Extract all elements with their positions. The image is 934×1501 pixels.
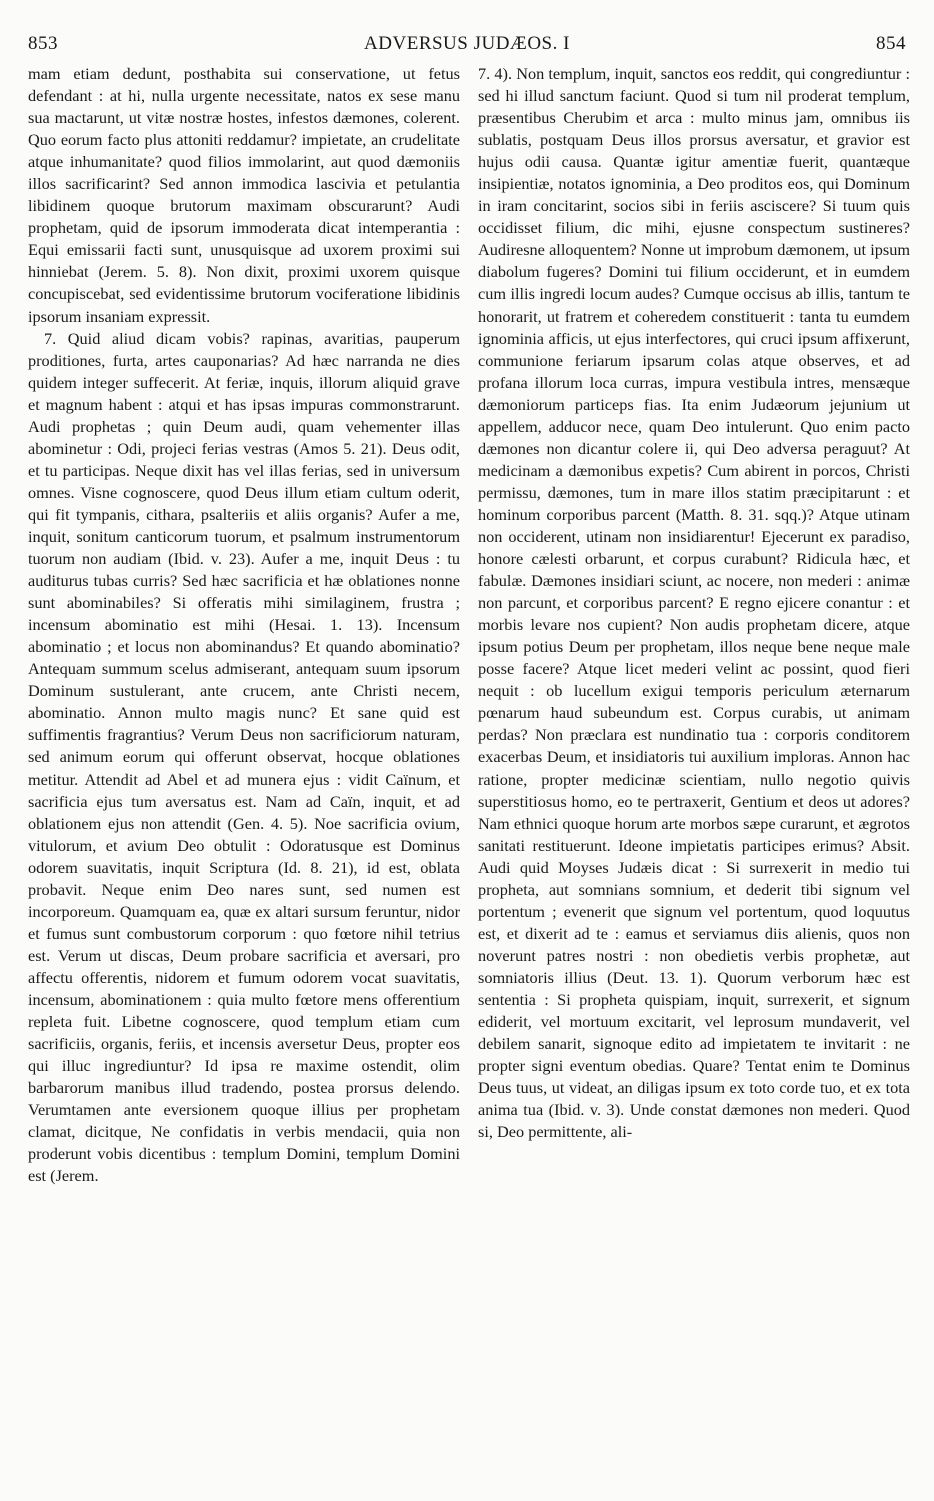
paragraph: mam etiam dedunt, posthabita sui conservatione, ut fetus defendant : at hi, nulla urgente necessitate, natos ex sese manu sua mactarunt, ut vitæ nostræ hostes, infestos dæmones, colerent. Quo eorum facto plus attoniti reddamur? impietate, an crudelitate atque inhumanitate? quod filios immolarint, aut quod dæmoniis illos sacrificarint? Sed annon immodica lascivia et petulantia libidinem quoque brutorum maximam obscurarunt? Audi prophetam, quid de ipsorum immoderata dicat intemperantia : Equi emissarii facti sunt, unusquisque ad uxorem proximi sui hinniebat (Jerem. 5. 8). Non dixit, proximi uxorem quisque concupiscebat, sed evidentissime brutorum vociferatione libidinis ipsorum insaniam expressit. <box>28 64 460 326</box>
left-column-number: 853 <box>28 33 58 54</box>
paragraph: 7. Quid aliud dicam vobis? rapinas, avaritias, pauperum proditiones, furta, artes cauponarias? Ad hæc narranda ne dies quidem integer suffecerit. At feriæ, inquis, illorum aliquid grave et magnum habent : atqui et has ipsas impuras commonstrarunt. Audi prophetas ; quin Deum audi, quam vehementer illas abominetur : Odi, projeci ferias vestras (Amos 5. 21). Deus odit, et tu participas. Neque dixit has vel illas ferias, sed in universum omnes. Visne cognoscere, quod Deus illum etiam cultum oderit, qui fit tympanis, cithara, psalteriis et aliis organis? Aufer a me, inquit, sonitum canticorum tuorum, et psalmum instrumentorum tuorum non audiam (Ibid. v. 23). Aufer a me, inquit Deus : tu auditurus tubas curris? Sed hæc sacrificia et hæ oblationes nonne sunt abominabiles? Si offeratis mihi similaginem, frustra ; incensum abominatio est mihi (Hesai. 1. 13). Incensum abominatio ; et locus non abominandus? Et quando abominatio? Antequam summum scelus admiserant, antequam suum ipsorum Dominum sustulerant, ante crucem, ante Christi necem, abominatio. Annon multo magis nunc? Et sane quid est suffimentis fragrantius? Verum Deus non sacrificiorum naturam, sed animum eorum qui offerunt observat, hocque oblationes metitur. Attendit ad Abel et ad munera ejus : vidit Caïnum, et sacrificia ejus tum aversatus est. Nam ad Caïn, inquit, et ad oblationem ejus non attendit (Gen. 4. 5). Noe sacrificia ovium, vitulorum, et avium Deo obtulit : Odoratusque est Dominus odorem suavitatis, inquit Scriptura (Id. 8. 21), id est, oblata probavit. Neque enim Deo nares sunt, sed numen est incorporeum. Quamquam ea, quæ ex altari sursum feruntur, nidor et fumus sunt combustorum corporum : quo fœtore nihil tetrius est. Verum ut discas, Deum probare sacrificia et aversari, pro affectu offerentis, nidorem et fumum odorem vocat suavitatis, incensum, abominationem : quia multo fœtore mens offerentium repleta fuit. Libetne cognoscere, quod templum etiam cum sacrificiis, organis, feriis, et incensis aversetur Deus, propter eos qui illuc ingrediuntur? Id ipsa re maxime ostendit, olim barbarorum manibus illud tradendo, postea prorsus delendo. Verumtamen ante eversionem quoque illius per prophetam clamat, dicitque, Ne confidatis in verbis mendacii, quia non proderunt vobis dicentibus : templum Domini, templum Domini est (Jerem. <box>28 328 460 1186</box>
right-text-column <box>478 63 910 1143</box>
page-header <box>28 30 906 58</box>
right-column-number: 854 <box>876 33 906 54</box>
running-title: ADVERSUS JUDÆOS. I <box>364 33 570 54</box>
paragraph: 7. 4). Non templum, inquit, sanctos eos reddit, qui congrediuntur : sed hi illud sanctum faciunt. Quod si tum nil proderat templum, præsentibus Cherubim et arca : multo minus jam, omnibus iis sublatis, postquam Deus illos prorsus aversatur, et gravior est hujus odii causa. Quantæ igitur amentiæ fuerit, quantæque insipientiæ, notatos ignominia, a Deo proditos eos, qui Dominum in iram concitarint, socios sibi in feriis asciscere? Si tuum quis occidisset filium, dic mihi, ejusne conspectum sustineres? Audiresne alloquentem? Nonne ut improbum dæmonem, ut ipsum diabolum fugeres? Domini tui filium occiderunt, et in eumdem cum illis ingredi locum audes? Cumque occisus ab illis, tantum te honorarit, ut fratrem et coheredem constituerit : tanta tu eumdem ignominia afficis, ut ejus interfectores, qui cruci ipsum affixerunt, communione feriarum ipsarum colas atque observes, et ad profana illorum loca curras, impura vestibula intres, mensæque dæmoniorum particeps fias. Ita enim Judæorum jejunium ut appellem, adducor nece, quam Deo intulerunt. Quo enim pacto dæmones non dicantur colere ii, qui Deo adversa peraguut? At medicinam a dæmonibus expetis? Cum abirent in porcos, Christi permissu, dæmones, tum in mare illos statim præcipitarunt : et hominum corporibus parcent (Matth. 8. 31. sqq.)? Atque utinam non occiderent, utinam non insidiarentur! Ejecerunt ex paradiso, honore cælesti orbarunt, et corpus curabunt? Ridicula hæc, et fabulæ. Dæmones insidiari sciunt, ac nocere, non mederi : animæ non parcunt, et corporibus parcent? E regno ejicere conantur : et morbis levare nos cupient? Non audis prophetam dicere, atque ipsum potius Deum per prophetam, illos neque bene neque male posse facere? Atque licet mederi velint ac possint, quod fieri nequit : ob lucellum exigui temporis periculum æternarum pœnarum haud subeundum est. Corpus curabis, ut animam perdas? Non præclara est nundinatio tua : corporis conditorem exacerbas Deum, et insidiatoris tui auxilium imploras. Annon hac ratione, propter medicinæ scientiam, nullo negotio quivis superstitiosus homo, eo te pertraxerit, Gentium et deos ut adores? Nam ethnici quoque horum arte morbos sæpe curarunt, et ægrotos sanitati restituerunt. Ideone impietatis participes erimus? Absit. Audi quid Moyses Judæis dicat : Si surrexerit in medio tui propheta, aut somnians somnium, et dederit tibi signum vel portentum ; evenerit que signum vel portentum, quod loquutus est, et dixerit ad te : eamus et serviamus diis alienis, quos non noverunt patres nostri : non obedietis verbis prophetæ, aut somniatoris illius (Deut. 13. 1). Quorum verborum hæc est sententia : Si propheta quispiam, inquit, surrexerit, et signum ediderit, vel mortuum excitarit, vel leprosum mundaverit, vel debilem sanarit, signoque edito ad impietatem te invitarit : ne propter signi eventum obedias. Quare? Tentat enim te Dominus Deus tuus, ut videat, an diligas ipsum ex toto corde tuo, et ex tota anima tua (Ibid. v. 3). Unde constat dæmones non mederi. Quod si, Deo permittente, ali- <box>478 64 910 1142</box>
left-text-column <box>28 63 460 1187</box>
